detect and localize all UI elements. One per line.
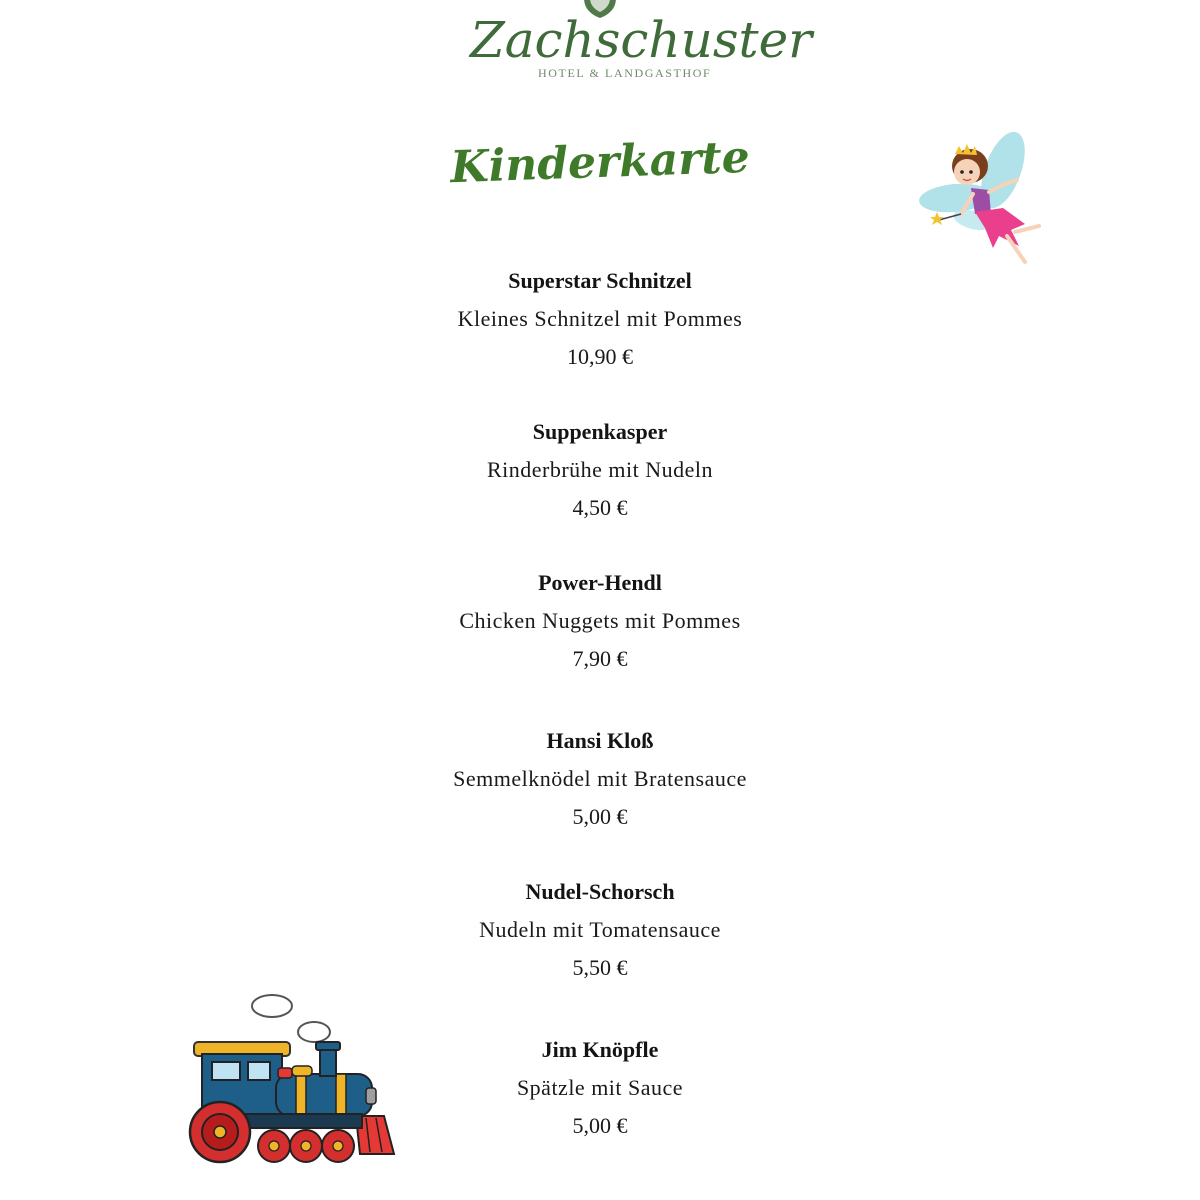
logo-subtitle: HOTEL & LANDGASTHOF — [538, 66, 712, 80]
menu-item — [300, 728, 900, 830]
logo-name: Zachschuster — [470, 11, 813, 69]
dish-price: 5,00 € — [572, 1113, 628, 1138]
dish-description: Semmelknödel mit Bratensauce — [453, 766, 747, 791]
dish-price: 4,50 € — [572, 495, 628, 520]
menu-title: Kinderkarte — [449, 131, 751, 194]
dish-description: Nudeln mit Tomatensauce — [479, 917, 721, 942]
dish-description: Rinderbrühe mit Nudeln — [486, 457, 714, 482]
dish-description: Spätzle mit Sauce — [516, 1075, 684, 1100]
dish-price: 5,50 € — [572, 955, 628, 980]
dish-name: Suppenkasper — [532, 419, 668, 444]
toy-train-illustration — [180, 990, 400, 1170]
dish-price: 10,90 € — [567, 344, 633, 369]
menu-item — [300, 419, 900, 521]
dish-price: 5,00 € — [572, 804, 628, 829]
dish-name: Jim Knöpfle — [541, 1037, 659, 1062]
fairy-illustration — [915, 128, 1055, 273]
dish-name: Power-Hendl — [538, 570, 662, 595]
dish-name: Hansi Kloß — [546, 728, 654, 753]
menu-item — [300, 570, 900, 672]
dish-price: 7,90 € — [572, 646, 628, 671]
dish-name: Superstar Schnitzel — [508, 268, 692, 293]
menu-item — [300, 268, 900, 370]
dish-description: Kleines Schnitzel mit Pommes — [457, 306, 743, 331]
dish-description: Chicken Nuggets mit Pommes — [459, 608, 741, 633]
menu-item — [300, 879, 900, 981]
dish-name: Nudel-Schorsch — [525, 879, 675, 904]
